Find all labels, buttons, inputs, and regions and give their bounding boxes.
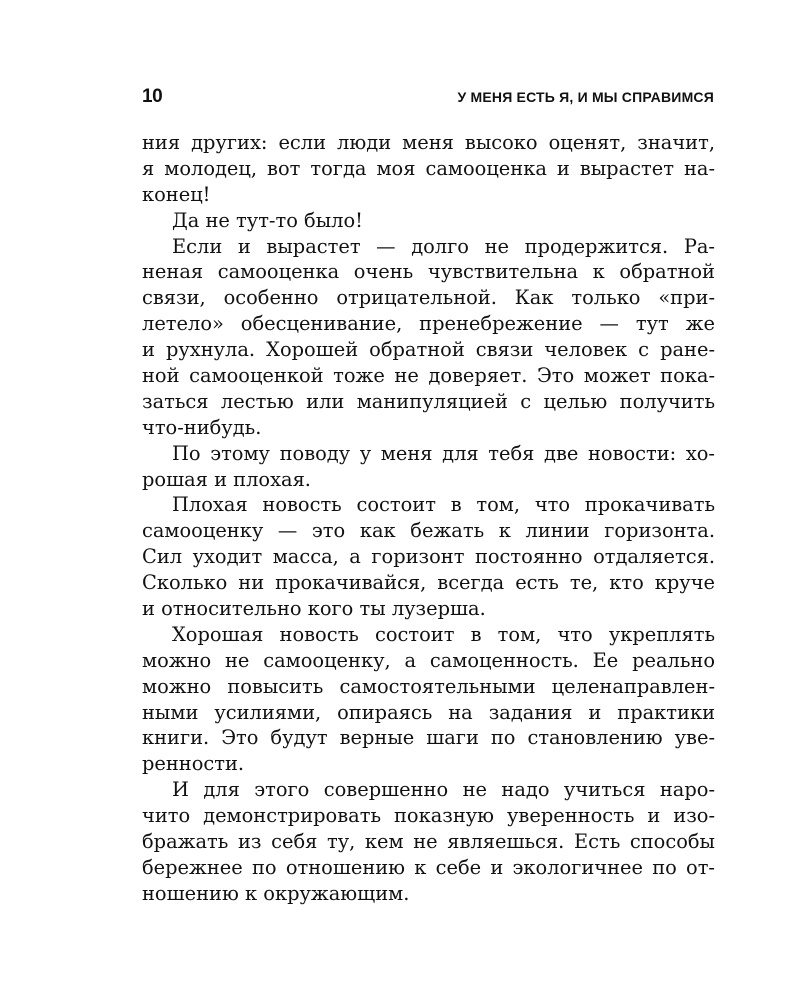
text-line: летело» обесценивание, пренебрежение — тут же [142, 312, 715, 336]
text-line: ния других: если люди меня высоко оценят, значит, [142, 131, 715, 154]
text-line: Сколько ни прокачивайся, всегда есть те, кто круче [142, 571, 715, 595]
text-line: И для этого совершенно не надо учиться наро- [172, 778, 715, 802]
text-line: заться лестью или манипуляцией с целью получить [142, 389, 715, 413]
text-line: книги. Это будут верные шаги по становлению уве- [142, 726, 715, 750]
text-line: связи, особенно отрицательной. Как только «при- [142, 286, 715, 310]
text-line: и рухнула. Хорошей обратной связи человек с ране- [142, 338, 715, 362]
text-line: бережнее по отношению к себе и экологичнее по от- [142, 855, 715, 879]
text-line: можно не самооценку, а самоценность. Ее реально [142, 648, 715, 672]
page-number: 10 [142, 86, 163, 107]
text-line: Если и вырастет — долго не продержится. Ра- [172, 234, 715, 258]
text-line: что-нибудь. [142, 415, 262, 439]
text-line: Хорошая новость состоит в том, что укреплять [172, 622, 715, 646]
text-line: я молодец, вот тогда моя самооценка и вырастет на- [142, 156, 715, 180]
text-line: ренности. [142, 752, 245, 776]
text-line: Сил уходит масса, а горизонт постоянно отдаляется. [142, 545, 715, 569]
text-line: Плохая новость состоит в том, что прокачивать [172, 493, 715, 517]
text-line: По этому поводу у меня для тебя две новости: хо- [172, 441, 715, 465]
running-title: У МЕНЯ ЕСТЬ Я, И МЫ СПРАВИМСЯ [457, 89, 714, 105]
text-line: неная самооценка очень чувствительна к обратной [142, 260, 715, 284]
text-line: можно повысить самостоятельными целенаправлен- [142, 674, 715, 698]
text-line: рошая и плохая. [142, 467, 311, 491]
body-text [142, 130, 715, 907]
text-line: ношению к окружающим. [142, 881, 410, 905]
text-line: чито демонстрировать показную уверенность и изо- [142, 804, 715, 828]
text-line: самооценку — это как бежать к линии горизонта. [142, 519, 715, 543]
text-line: конец! [142, 182, 211, 206]
text-line: Да не тут-то было! [172, 208, 363, 232]
text-line: ной самооценкой тоже не доверяет. Это может пока- [142, 364, 715, 388]
text-line: бражать из себя ту, кем не являешься. Есть способы [142, 830, 715, 854]
text-line: и относительно кого ты лузерша. [142, 597, 486, 621]
text-line: ными усилиями, опираясь на задания и практики [142, 700, 715, 724]
